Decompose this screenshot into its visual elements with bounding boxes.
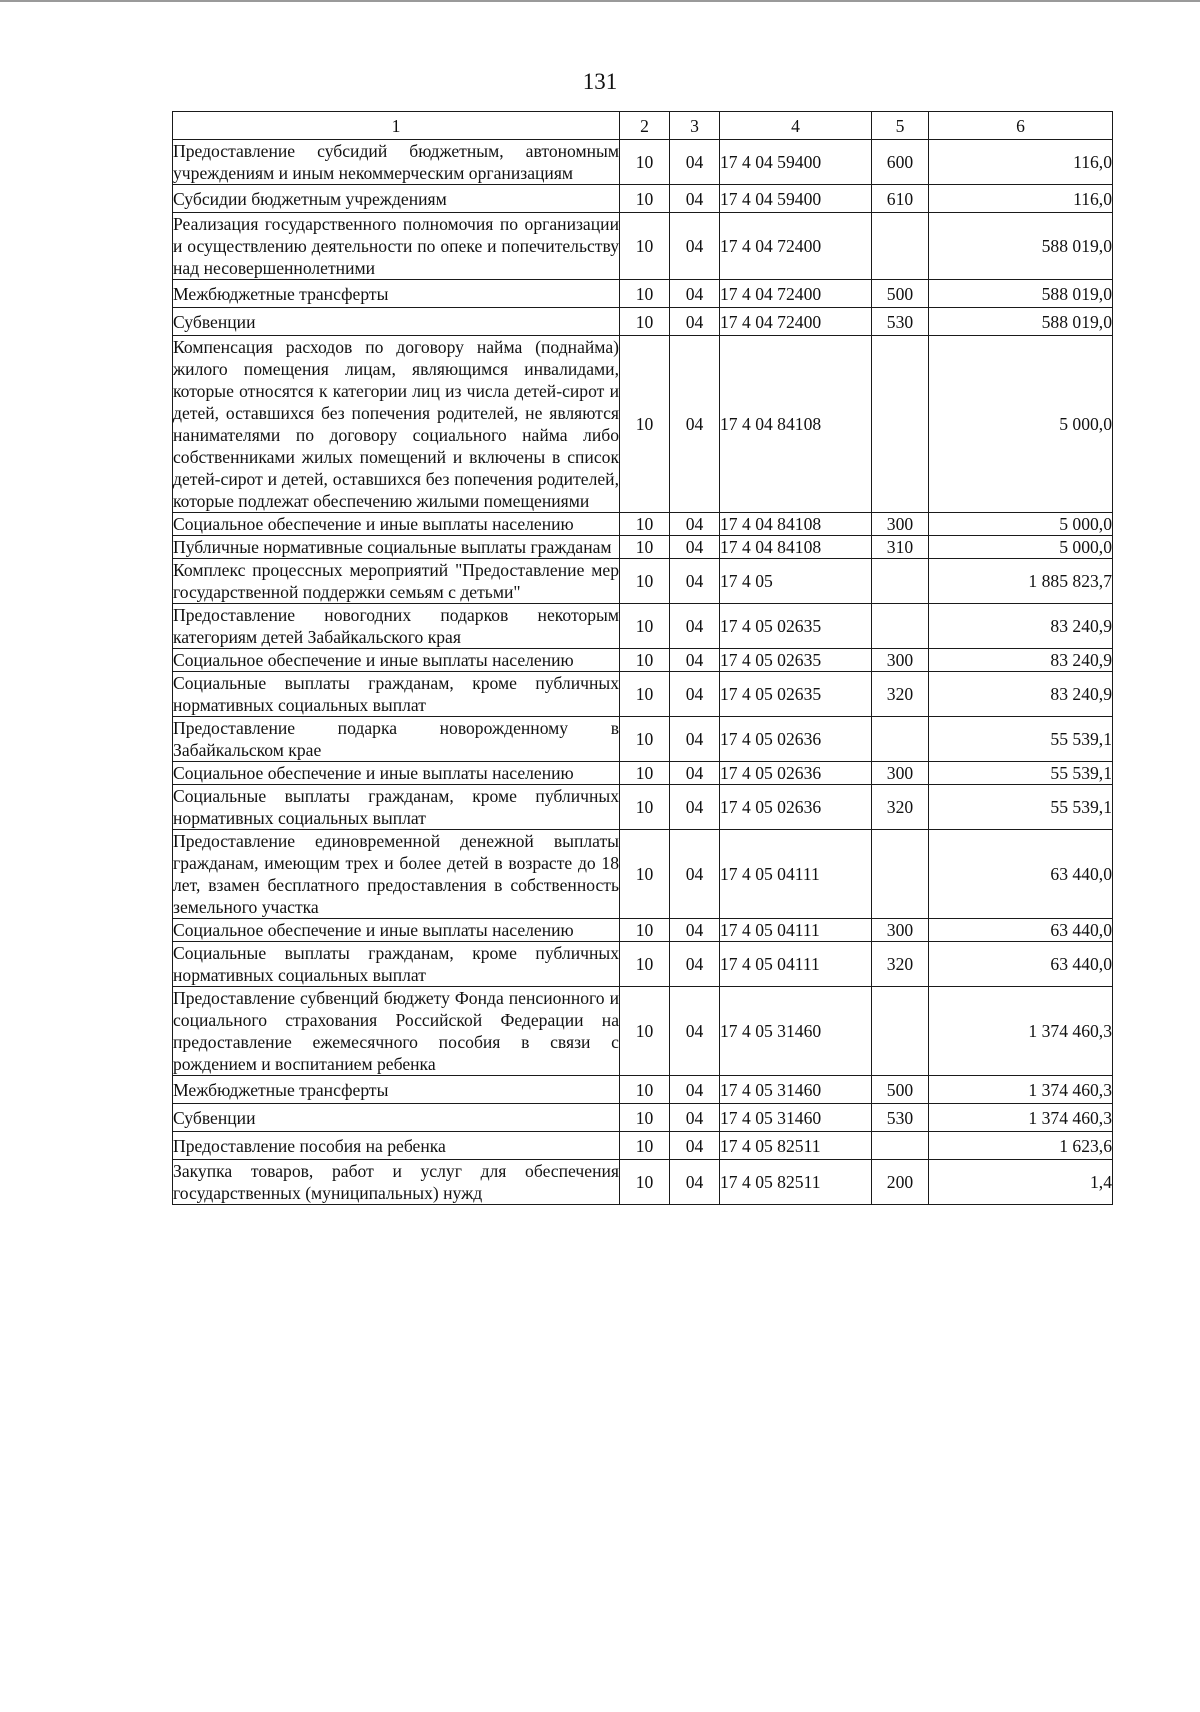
header-col-5: 5 bbox=[872, 112, 929, 140]
row-subsection: 04 bbox=[670, 649, 720, 672]
row-target-code: 17 4 04 72400 bbox=[720, 308, 872, 336]
row-subsection: 04 bbox=[670, 559, 720, 604]
row-description: Межбюджетные трансферты bbox=[173, 1076, 620, 1104]
row-target-code: 17 4 05 02636 bbox=[720, 762, 872, 785]
table-row bbox=[173, 559, 1113, 604]
row-description: Предоставление субсидий бюджетным, автономным учреждениям и иным некоммерческим организациям bbox=[173, 141, 619, 183]
row-description: Субсидии бюджетным учреждениям bbox=[173, 185, 620, 213]
row-expense-type: 610 bbox=[872, 185, 929, 213]
row-target-code: 17 4 05 02636 bbox=[720, 785, 872, 830]
row-section: 10 bbox=[620, 942, 670, 987]
row-amount: 588 019,0 bbox=[929, 308, 1113, 336]
row-section: 10 bbox=[620, 672, 670, 717]
row-target-code: 17 4 05 82511 bbox=[720, 1132, 872, 1160]
row-target-code: 17 4 05 02635 bbox=[720, 672, 872, 717]
row-amount: 1 374 460,3 bbox=[929, 1076, 1113, 1104]
row-amount: 63 440,0 bbox=[929, 830, 1113, 919]
row-expense-type bbox=[872, 1132, 929, 1160]
row-amount: 1 623,6 bbox=[929, 1132, 1113, 1160]
row-expense-type: 300 bbox=[872, 649, 929, 672]
table-row bbox=[173, 672, 1113, 717]
table-row bbox=[173, 717, 1113, 762]
row-expense-type: 320 bbox=[872, 672, 929, 717]
row-amount: 1 374 460,3 bbox=[929, 1104, 1113, 1132]
row-description: Социальное обеспечение и иные выплаты населению bbox=[173, 513, 620, 536]
row-subsection: 04 bbox=[670, 1132, 720, 1160]
table-body bbox=[173, 140, 1113, 1205]
row-section: 10 bbox=[620, 649, 670, 672]
table-row bbox=[173, 1076, 1113, 1104]
table-row bbox=[173, 604, 1113, 649]
row-expense-type: 300 bbox=[872, 762, 929, 785]
row-expense-type bbox=[872, 336, 929, 513]
row-subsection: 04 bbox=[670, 1076, 720, 1104]
row-target-code: 17 4 05 bbox=[720, 559, 872, 604]
table-row bbox=[173, 140, 1113, 185]
row-target-code: 17 4 04 84108 bbox=[720, 513, 872, 536]
header-col-6: 6 bbox=[929, 112, 1113, 140]
row-description: Реализация государственного полномочия по организации и осуществлению деятельности по опеке и попечительству над несовершеннолетними bbox=[173, 214, 619, 278]
row-expense-type bbox=[872, 559, 929, 604]
row-amount: 116,0 bbox=[929, 185, 1113, 213]
row-expense-type bbox=[872, 604, 929, 649]
row-target-code: 17 4 05 04111 bbox=[720, 942, 872, 987]
row-target-code: 17 4 05 31460 bbox=[720, 1104, 872, 1132]
row-amount: 5 000,0 bbox=[929, 513, 1113, 536]
table-header-row bbox=[173, 112, 1113, 140]
row-description: Социальное обеспечение и иные выплаты населению bbox=[173, 919, 620, 942]
row-subsection: 04 bbox=[670, 1160, 720, 1205]
table-row bbox=[173, 513, 1113, 536]
row-section: 10 bbox=[620, 140, 670, 185]
row-subsection: 04 bbox=[670, 140, 720, 185]
row-description: Предоставление подарка новорожденному в Забайкальском крае bbox=[173, 718, 619, 760]
row-amount: 83 240,9 bbox=[929, 649, 1113, 672]
row-expense-type: 500 bbox=[872, 280, 929, 308]
table-row bbox=[173, 213, 1113, 280]
table-row bbox=[173, 649, 1113, 672]
row-target-code: 17 4 04 72400 bbox=[720, 280, 872, 308]
row-subsection: 04 bbox=[670, 919, 720, 942]
row-section: 10 bbox=[620, 919, 670, 942]
row-subsection: 04 bbox=[670, 830, 720, 919]
row-subsection: 04 bbox=[670, 280, 720, 308]
row-expense-type: 500 bbox=[872, 1076, 929, 1104]
row-description: Социальные выплаты гражданам, кроме публичных нормативных социальных выплат bbox=[173, 786, 619, 828]
row-section: 10 bbox=[620, 308, 670, 336]
row-section: 10 bbox=[620, 830, 670, 919]
table-row bbox=[173, 762, 1113, 785]
row-amount: 83 240,9 bbox=[929, 604, 1113, 649]
row-expense-type bbox=[872, 213, 929, 280]
row-subsection: 04 bbox=[670, 336, 720, 513]
row-subsection: 04 bbox=[670, 717, 720, 762]
row-subsection: 04 bbox=[670, 1104, 720, 1132]
row-amount: 55 539,1 bbox=[929, 717, 1113, 762]
row-section: 10 bbox=[620, 336, 670, 513]
table-row bbox=[173, 919, 1113, 942]
row-section: 10 bbox=[620, 987, 670, 1076]
row-section: 10 bbox=[620, 1132, 670, 1160]
row-subsection: 04 bbox=[670, 213, 720, 280]
row-section: 10 bbox=[620, 185, 670, 213]
scan-edge-line bbox=[0, 0, 1200, 2]
row-target-code: 17 4 04 84108 bbox=[720, 336, 872, 513]
header-col-3: 3 bbox=[670, 112, 720, 140]
row-section: 10 bbox=[620, 536, 670, 559]
header-col-4: 4 bbox=[720, 112, 872, 140]
row-amount: 55 539,1 bbox=[929, 762, 1113, 785]
table-row bbox=[173, 280, 1113, 308]
row-amount: 83 240,9 bbox=[929, 672, 1113, 717]
row-expense-type: 310 bbox=[872, 536, 929, 559]
row-expense-type bbox=[872, 987, 929, 1076]
row-description: Субвенции bbox=[173, 308, 620, 336]
table-row bbox=[173, 1160, 1113, 1205]
row-description: Предоставление новогодних подарков некоторым категориям детей Забайкальского края bbox=[173, 605, 619, 647]
row-amount: 588 019,0 bbox=[929, 280, 1113, 308]
row-description: Межбюджетные трансферты bbox=[173, 280, 620, 308]
row-amount: 1,4 bbox=[929, 1160, 1113, 1205]
row-section: 10 bbox=[620, 604, 670, 649]
row-subsection: 04 bbox=[670, 942, 720, 987]
row-amount: 1 374 460,3 bbox=[929, 987, 1113, 1076]
row-section: 10 bbox=[620, 1160, 670, 1205]
row-description: Комплекс процессных мероприятий "Предоставление мер государственной поддержки семьям с детьми" bbox=[173, 560, 619, 602]
row-expense-type: 300 bbox=[872, 919, 929, 942]
table-row bbox=[173, 336, 1113, 513]
row-subsection: 04 bbox=[670, 604, 720, 649]
row-expense-type: 200 bbox=[872, 1160, 929, 1205]
budget-table bbox=[172, 111, 1113, 1205]
row-expense-type: 530 bbox=[872, 308, 929, 336]
row-target-code: 17 4 04 59400 bbox=[720, 185, 872, 213]
row-target-code: 17 4 04 59400 bbox=[720, 140, 872, 185]
row-target-code: 17 4 05 04111 bbox=[720, 830, 872, 919]
row-target-code: 17 4 05 31460 bbox=[720, 1076, 872, 1104]
row-subsection: 04 bbox=[670, 672, 720, 717]
table-row bbox=[173, 987, 1113, 1076]
row-target-code: 17 4 04 84108 bbox=[720, 536, 872, 559]
row-subsection: 04 bbox=[670, 308, 720, 336]
row-expense-type: 320 bbox=[872, 785, 929, 830]
row-section: 10 bbox=[620, 559, 670, 604]
row-expense-type: 300 bbox=[872, 513, 929, 536]
row-subsection: 04 bbox=[670, 185, 720, 213]
row-subsection: 04 bbox=[670, 785, 720, 830]
row-description: Предоставление пособия на ребенка bbox=[173, 1132, 620, 1160]
row-description: Компенсация расходов по договору найма (поднайма) жилого помещения лицам, являющимся инвалидами, которые относятся к категории лиц из числа детей-сирот и детей, оставшихся без попечения родителей, не являются нанимателями по договору социального найма либо собственниками жилых помещений и включены в список детей-сирот и детей, оставшихся без попечения родителей, которые подлежат обеспечению жилыми помещениями bbox=[173, 337, 619, 511]
row-description: Социальное обеспечение и иные выплаты населению bbox=[173, 762, 620, 785]
row-description: Субвенции bbox=[173, 1104, 620, 1132]
row-description: Предоставление субвенций бюджету Фонда пенсионного и социального страхования Российской Федерации на предоставление ежемесячного пособия в связи с рождением и воспитанием ребенка bbox=[173, 988, 619, 1074]
row-target-code: 17 4 05 02635 bbox=[720, 649, 872, 672]
row-section: 10 bbox=[620, 785, 670, 830]
row-target-code: 17 4 05 02635 bbox=[720, 604, 872, 649]
row-description: Социальные выплаты гражданам, кроме публичных нормативных социальных выплат bbox=[173, 943, 619, 985]
row-section: 10 bbox=[620, 1104, 670, 1132]
row-target-code: 17 4 05 04111 bbox=[720, 919, 872, 942]
row-subsection: 04 bbox=[670, 762, 720, 785]
table-row bbox=[173, 536, 1113, 559]
page-number: 131 bbox=[582, 69, 618, 94]
table-row bbox=[173, 308, 1113, 336]
row-amount: 5 000,0 bbox=[929, 536, 1113, 559]
row-description: Социальные выплаты гражданам, кроме публичных нормативных социальных выплат bbox=[173, 673, 619, 715]
row-expense-type: 530 bbox=[872, 1104, 929, 1132]
header-col-2: 2 bbox=[620, 112, 670, 140]
row-section: 10 bbox=[620, 717, 670, 762]
row-amount: 63 440,0 bbox=[929, 942, 1113, 987]
row-expense-type bbox=[872, 717, 929, 762]
header-col-1: 1 bbox=[173, 112, 620, 140]
row-amount: 1 885 823,7 bbox=[929, 559, 1113, 604]
row-subsection: 04 bbox=[670, 987, 720, 1076]
row-section: 10 bbox=[620, 213, 670, 280]
row-amount: 116,0 bbox=[929, 140, 1113, 185]
row-section: 10 bbox=[620, 513, 670, 536]
table-row bbox=[173, 942, 1113, 987]
row-description: Социальное обеспечение и иные выплаты населению bbox=[173, 649, 620, 672]
row-expense-type: 320 bbox=[872, 942, 929, 987]
row-target-code: 17 4 04 72400 bbox=[720, 213, 872, 280]
table-row bbox=[173, 1104, 1113, 1132]
row-section: 10 bbox=[620, 762, 670, 785]
table-row bbox=[173, 1132, 1113, 1160]
row-amount: 55 539,1 bbox=[929, 785, 1113, 830]
row-subsection: 04 bbox=[670, 513, 720, 536]
row-amount: 5 000,0 bbox=[929, 336, 1113, 513]
row-target-code: 17 4 05 31460 bbox=[720, 987, 872, 1076]
row-description: Закупка товаров, работ и услуг для обеспечения государственных (муниципальных) нужд bbox=[173, 1161, 619, 1203]
row-expense-type bbox=[872, 830, 929, 919]
row-section: 10 bbox=[620, 1076, 670, 1104]
table-row bbox=[173, 830, 1113, 919]
row-expense-type: 600 bbox=[872, 140, 929, 185]
row-target-code: 17 4 05 02636 bbox=[720, 717, 872, 762]
row-subsection: 04 bbox=[670, 536, 720, 559]
row-description: Публичные нормативные социальные выплаты гражданам bbox=[173, 536, 620, 559]
table-row bbox=[173, 785, 1113, 830]
row-amount: 63 440,0 bbox=[929, 919, 1113, 942]
row-description: Предоставление единовременной денежной выплаты гражданам, имеющим трех и более детей в возрасте до 18 лет, взамен бесплатного предоставления в собственность земельного участка bbox=[173, 831, 619, 917]
table-row bbox=[173, 185, 1113, 213]
row-section: 10 bbox=[620, 280, 670, 308]
row-target-code: 17 4 05 82511 bbox=[720, 1160, 872, 1205]
row-amount: 588 019,0 bbox=[929, 213, 1113, 280]
